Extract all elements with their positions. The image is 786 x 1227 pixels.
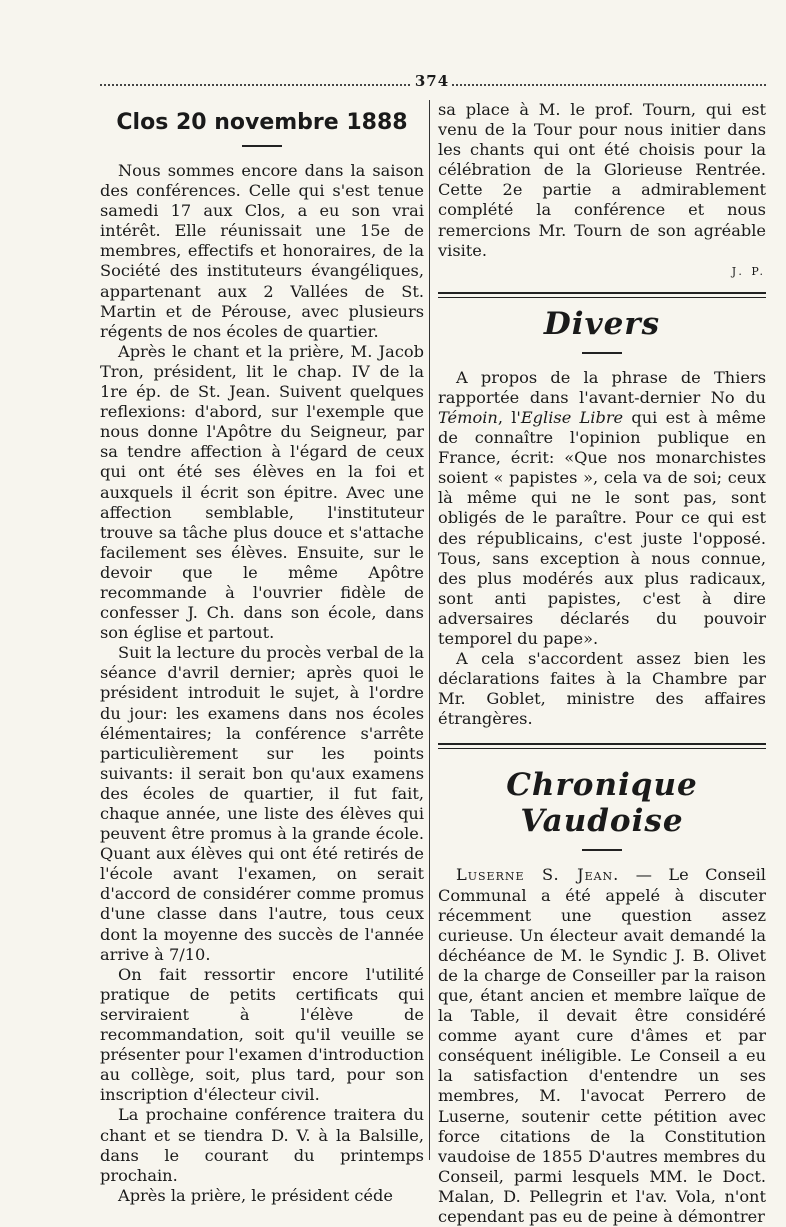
divers-paragraph-1 xyxy=(438,368,766,649)
divers-text-c: qui est à même de connaître l'opinion publique en France, écrit: «Que nos monarchistes soient « papistes », cela va de soi; ceux là même qui ne le sont pas, sont obligés de le paraître. Pour ce qui est des républicains, c'est juste l'opposé. Tous, sans exception à nous connue, des plus modérés aux plus radicaux, sont anti papistes, c'est à dire adversaires déclarés du pouvoir temporel du pape». xyxy=(438,407,766,648)
paragraph-6: Après la prière, le président céde xyxy=(118,1185,393,1205)
divers-text-b: , l' xyxy=(497,407,521,427)
paragraph-1: Nous sommes encore dans la saison des conférences. Celle qui s'est tenue samedi 17 aux Clos, a eu son vrai intérêt. Elle réunissait une 15e de membres, effectifs et honoraires, de la Société des instituteurs évangéliques, appartenant aux 2 Vallées de St. Martin et de Pérouse, avec plusieurs régents de nos écoles de quartier. xyxy=(100,161,424,341)
section-rule xyxy=(438,292,766,298)
column-divider xyxy=(429,100,430,1160)
section-title-divers: Divers xyxy=(543,305,661,342)
chronique-rule xyxy=(582,849,622,851)
chronique-body: — Le Conseil Communal a été appelé à discuter récemment une question assez curieuse. Un électeur avait demandé la déchéance de M. le Syndic J. B. Olivet de la charge de Conseiller par la raison que, étant ancien et membre laïque de la Table, il devait être considéré comme ayant cure d'âmes et par conséquent inéligible. Le Conseil a eu la satisfaction d'entendre un ses membres, M. l'avocat Perrero de Luserne, soutenir cette pétition avec force citations de la Constitution vaudoise de 1855 D'autres membres du Conseil, parmi lesquels MM. le Doct. Malan, D. Pellegrin et l'av. Vola, n'ont cependant pas eu de peine à démontrer xyxy=(438,865,766,1227)
left-column xyxy=(100,100,424,1206)
chronique-lead: Luserne S. Jean. xyxy=(456,865,620,885)
signature: J. P. xyxy=(731,264,766,278)
right-column xyxy=(438,100,766,1227)
chronique-paragraph xyxy=(438,865,766,1227)
eglise-libre-title: Eglise Libre xyxy=(520,407,624,427)
title-rule xyxy=(242,145,282,147)
paragraph-2: Après le chant et la prière, M. Jacob Tron, président, lit le chap. IV de la 1re ép. de St. Jean. Suivent quelques reflexions: d'abord, sur l'exemple que nous donne l'Apôtre du Seigneur, par sa tendre affection à l'égard de ceux qui ont été ses élèves en la foi et auxquels il écrit son épitre. Avec une affection semblable, l'instituteur trouve sa tâche plus douce et s'attache facilement ses élèves. Ensuite, sur le devoir que le même Apôtre recommande à l'ouvrier fidèle de confesser J. Ch. dans son école, dans son église et partout. xyxy=(100,341,424,643)
paragraph-4: On fait ressortir encore l'utilité pratique de petits certificats qui serviraient à l'élève de recommandation, soit qu'il veuille se présenter pour l'examen d'introduction au collège, soit, plus tard, pour son inscription d'électeur civil. xyxy=(100,964,424,1105)
divers-text-a: A propos de la phrase de Thiers rapportée dans l'avant-dernier No du xyxy=(438,367,766,407)
divers-paragraph-2: A cela s'accordent assez bien les déclarations faites à la Chambre par Mr. Goblet, ministre des affaires étrangères. xyxy=(438,649,766,729)
paragraph-3: Suit la lecture du procès verbal de la séance d'avril dernier; après quoi le président introduit le sujet, à l'ordre du jour: les examens dans nos écoles élémentaires; la conférence s'arrête particulièrement sur les points suivants: il serait bon qu'aux examens des écoles de quartier, il fut fait, chaque année, une liste des élèves qui peuvent être promus à la grande école. Quant aux élèves qui ont été retirés de l'école avant l'examen, on serait d'accord de considérer comme promus d'une classe dans l'autre, tous ceux dont la moyenne des succès de l'année arrive à 7/10. xyxy=(100,643,424,964)
section-title-chronique: Chronique Vaudoise xyxy=(506,767,698,840)
article-title-clos: Clos 20 novembre 1888 xyxy=(116,110,408,135)
continuation-paragraph: sa place à M. le prof. Tourn, qui est venu de la Tour pour nous initier dans les chants qui ont été choisis pour la célébration de la Glorieuse Rentrée. Cette 2e partie a admirablement complété la conférence et nous remercions Mr. Tourn de son agréable visite. xyxy=(438,100,766,260)
divers-rule xyxy=(582,352,622,354)
page-number: 374 xyxy=(412,72,452,90)
temoin-title: Témoin xyxy=(438,407,498,427)
section-rule-2 xyxy=(438,743,766,749)
paragraph-5: La prochaine conférence traitera du chant et se tiendra D. V. à la Balsille, dans le courant du printemps prochain. xyxy=(100,1105,424,1185)
